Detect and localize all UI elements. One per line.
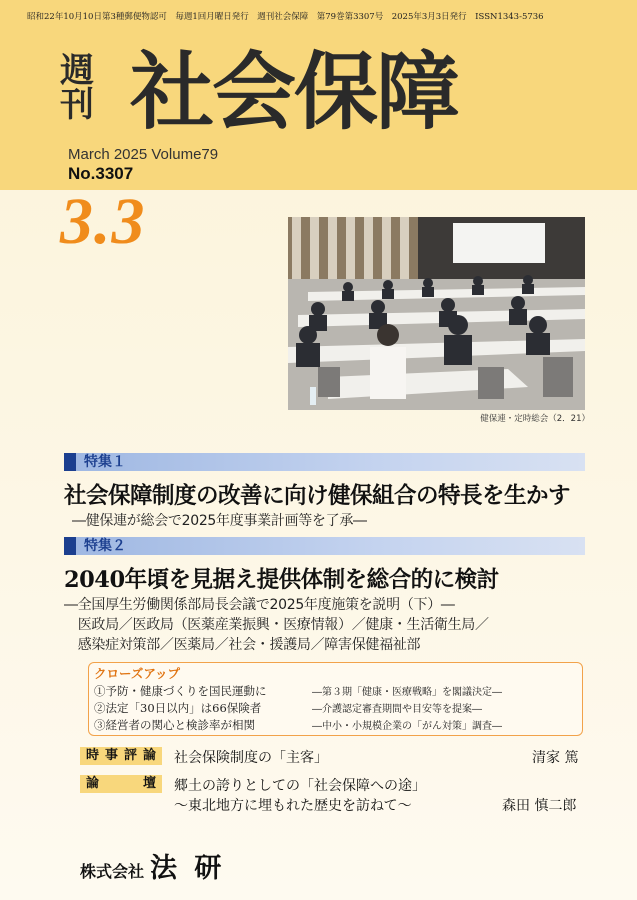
logo-title: 社会保障 [130,43,459,141]
logo-weekly-char-1: 週 [60,51,96,91]
feature1-section-bar [64,453,585,471]
forum-author: 森田 慎二郎 [502,798,577,814]
publisher [80,846,225,885]
publisher-name: 法 研 [150,853,226,884]
commentary-title: 社会保険制度の「主客」 [174,750,328,766]
conference-room-illustration [288,217,585,410]
forum-subtitle: ～東北地方に埋もれた歴史を訪ねて～ [174,798,412,814]
feature2-label: 特集２ [84,538,126,554]
logo-weekly-char-2: 刊 [60,85,96,125]
logo-weekly [60,51,120,125]
feature2-headline: 2040年頃を見据え提供体制を総合的に検討 [64,567,499,593]
cover-photo [288,217,585,410]
issue-date: 3.3 [60,185,146,258]
feature2-subline-2: 医政局／医政局（医薬産業振興・医療情報）／健康・生活衛生局／ [64,617,489,633]
closeup-item-subtitle: ―第３期「健康・医療戦略」を閣議決定― [312,687,502,698]
feature2-subline-1: ―全国厚生労働関係部局長会議で2025年度施策を説明（下）― [64,597,455,613]
closeup-item-title: ①予防・健康づくりを国民運動に [94,684,267,698]
commentary-author: 清家 篤 [532,750,579,766]
closeup-item [94,717,502,733]
feature1-subline: ―健保連が総会で2025年度事業計画等を了承― [72,513,367,529]
feature1-label: 特集１ [84,454,126,470]
section-marker [64,537,76,555]
closeup-item-subtitle: ―介護認定審査期間や目安等を提案― [312,704,482,715]
issue-month-volume: March 2025 Volume79 [68,146,219,163]
photo-caption: 健保連・定時総会（2．21） [480,414,590,424]
closeup-item [94,683,502,699]
closeup-title: クローズアップ [94,666,181,681]
feature2-section-bar [64,537,585,555]
forum-title: 郷土の誇りとしての「社会保障への途」 [174,778,426,794]
feature1-headline: 社会保障制度の改善に向け健保組合の特長を生かす [64,483,571,509]
section-marker [64,453,76,471]
closeup-item-title: ②法定「30日以内」は66保険者 [94,701,262,715]
feature2-subline-3: 感染症対策部／医薬局／社会・援護局／障害保健福祉部 [64,637,421,653]
closeup-item-title: ③経営者の関心と検診率が相関 [94,718,255,732]
column-tag-forum: 論 壇 [80,775,162,793]
closeup-item [94,700,482,716]
column-tag-commentary: 時事評論 [80,747,162,765]
publication-info-line: 昭和22年10月10日第3種郵便物認可 毎週1回月曜日発行 週刊社会保障 第79巻第3307号 2025年3月3日発行 ISSN1343-5736 [27,12,544,22]
issue-number: No.3307 [68,164,134,183]
closeup-item-subtitle: ―中小・小規模企業の「がん対策」調査― [312,721,502,732]
publisher-prefix: 株式会社 [80,862,145,881]
